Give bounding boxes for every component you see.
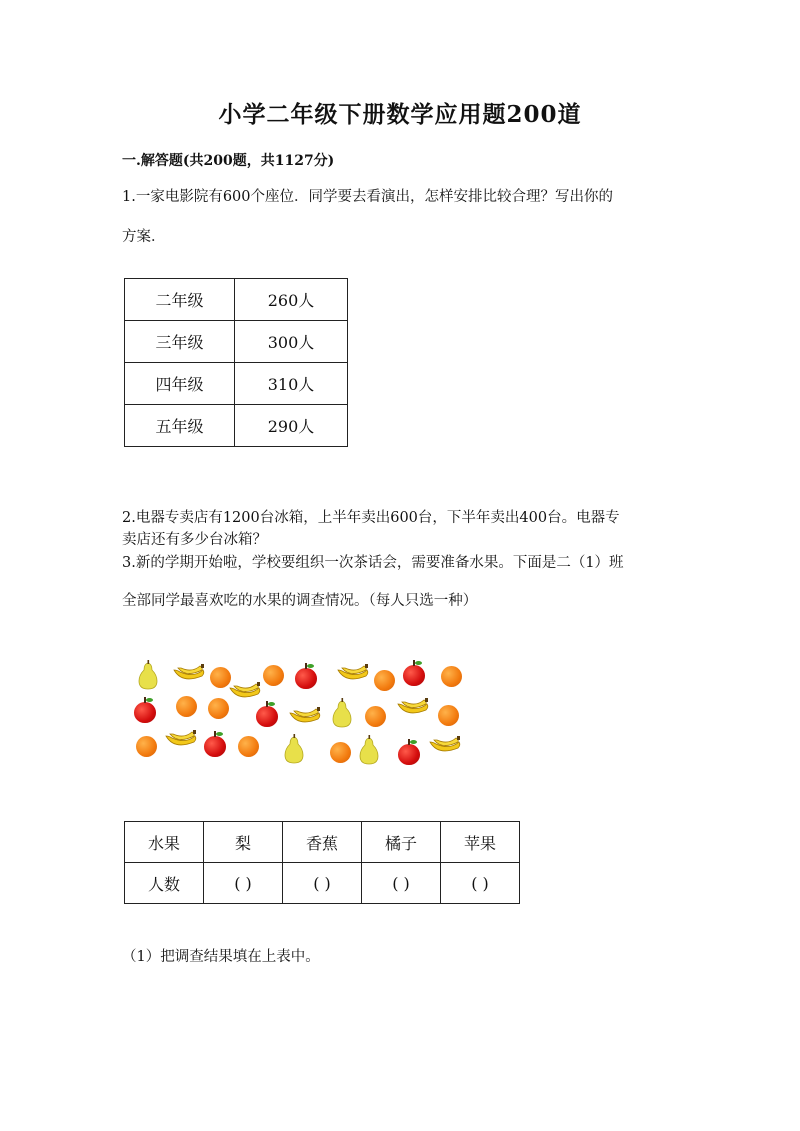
pear-icon [358,735,380,765]
count-cell: 290人 [235,405,348,447]
grade-cell: 三年级 [125,321,235,363]
grade-cell: 五年级 [125,405,235,447]
apple-icon [398,744,420,765]
count-cell: 260人 [235,279,348,321]
orange-icon [176,696,197,717]
banana-icon [228,682,262,704]
banana-icon [428,736,462,758]
answer-blank[interactable]: ( ) [362,863,441,904]
sub-question-1: （1）把调查结果填在上表中。 [122,949,320,965]
orange-icon [208,698,229,719]
grade-cell: 四年级 [125,363,235,405]
table-row [125,321,348,363]
banana-icon [336,664,370,686]
orange-icon [438,705,459,726]
apple-icon [256,706,278,727]
question-1-line-2: 方案． [122,229,166,245]
question-2-line-1: 2.电器专卖店有1200台冰箱，上半年卖出600台，下半年卖出400台。电器专 [122,510,620,526]
question-3-line-1: 3.新的学期开始啦，学校要组织一次茶话会，需要准备水果。下面是二（1）班 [122,555,624,571]
pear-icon [137,660,159,690]
question-3-line-2: 全部同学最喜欢吃的水果的调查情况。（每人只选一种） [122,593,478,609]
grade-count-table [124,278,348,447]
orange-icon [330,742,351,763]
orange-icon [365,706,386,727]
apple-icon [403,665,425,686]
banana-icon [396,698,430,720]
page-title: 小学二年级下册数学应用题200道 [218,101,582,128]
orange-icon [441,666,462,687]
answer-blank[interactable]: ( ) [441,863,520,904]
pear-icon [331,698,353,728]
table-header-row [125,822,520,863]
apple-icon [134,702,156,723]
banana-icon [172,664,206,686]
apple-icon [295,668,317,689]
table-row [125,863,520,904]
apple-icon [204,736,226,757]
count-cell: 300人 [235,321,348,363]
orange-icon [374,670,395,691]
table-row [125,363,348,405]
fruit-survey-table [124,821,520,904]
answer-blank[interactable]: ( ) [204,863,283,904]
banana-icon [164,730,198,752]
table-row [125,405,348,447]
row-label-cell: 人数 [125,863,204,904]
grade-cell: 二年级 [125,279,235,321]
count-cell: 310人 [235,363,348,405]
header-cell: 梨 [204,822,283,863]
section-heading: 一.解答题(共200题，共1127分) [122,153,335,169]
header-cell: 水果 [125,822,204,863]
header-cell: 苹果 [441,822,520,863]
question-1-line-1: 1.一家电影院有600个座位．同学要去看演出，怎样安排比较合理？写出你的 [122,189,614,205]
pear-icon [283,734,305,764]
header-cell: 香蕉 [283,822,362,863]
orange-icon [238,736,259,757]
header-cell: 橘子 [362,822,441,863]
orange-icon [263,665,284,686]
question-2-line-2: 卖店还有多少台冰箱？ [122,532,267,548]
orange-icon [136,736,157,757]
table-row [125,279,348,321]
fruit-picture [128,650,468,775]
answer-blank[interactable]: ( ) [283,863,362,904]
banana-icon [288,707,322,729]
